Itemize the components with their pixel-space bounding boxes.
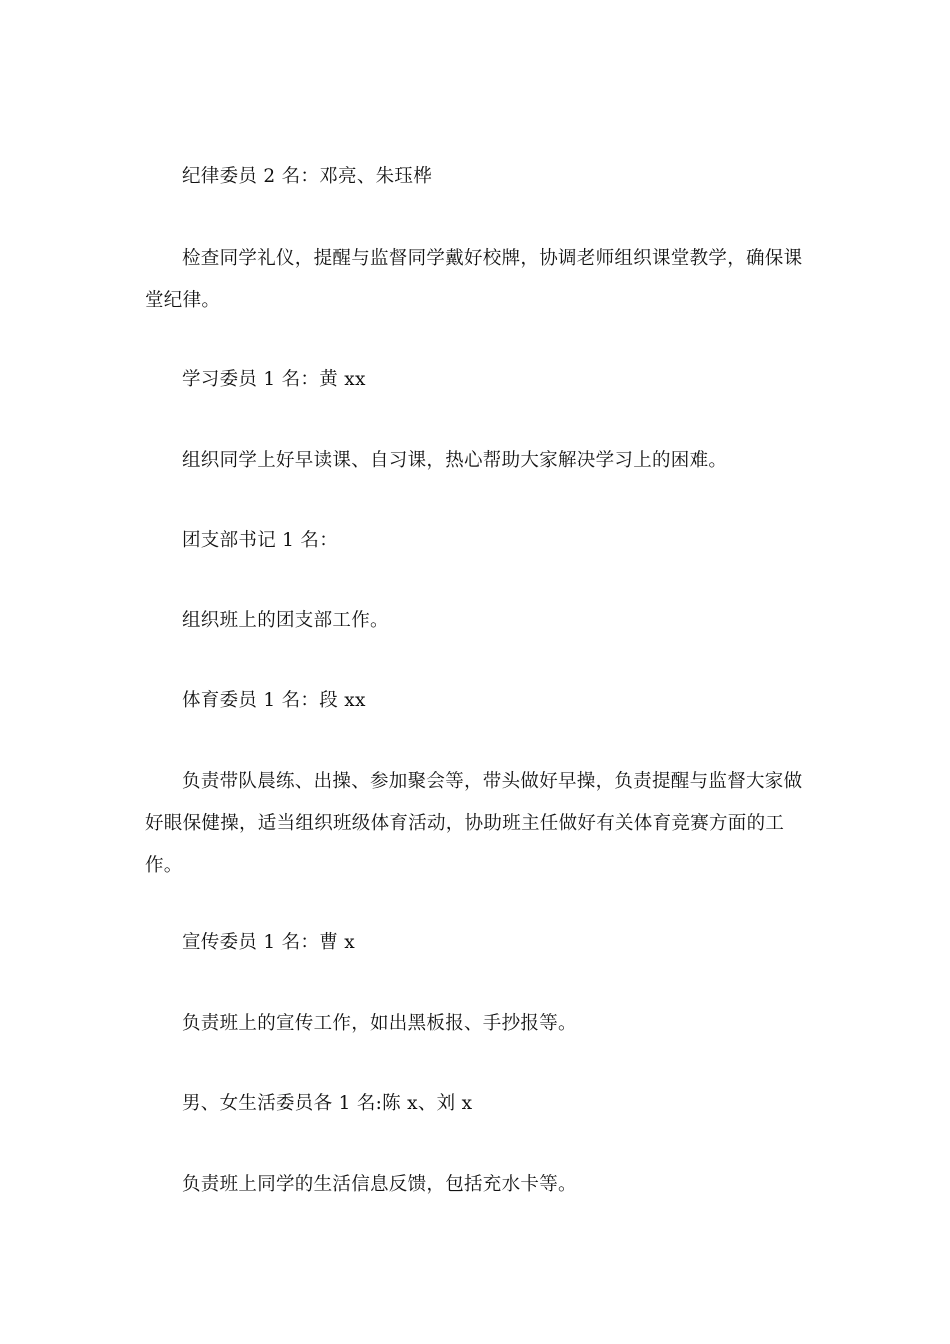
- paragraph-league-duties: 组织班上的团支部工作。: [182, 610, 389, 631]
- paragraph-publicity-committee: 宣传委员 1 名：曹 x: [182, 932, 355, 953]
- paragraph-league-secretary: 团支部书记 1 名：: [182, 530, 339, 551]
- paragraph-sports-committee: 体育委员 1 名：段 xx: [182, 690, 366, 711]
- paragraph-study-duties: 组织同学上好早读课、自习课，热心帮助大家解决学习上的困难。: [182, 450, 728, 471]
- paragraph-discipline-committee: 纪律委员 2 名：邓亮、朱珏桦: [182, 166, 433, 187]
- paragraph-life-committee: 男、女生活委员各 1 名:陈 x、刘 x: [182, 1093, 473, 1114]
- paragraph-sports-duties: 负责带队晨练、出操、参加聚会等，带头做好早操，负责提醒与监督大家做好眼保健操，适当组织班级体育活动，协助班主任做好有关体育竞赛方面的工作。: [145, 771, 803, 876]
- paragraph-study-committee: 学习委员 1 名：黄 xx: [182, 369, 366, 390]
- paragraph-life-duties: 负责班上同学的生活信息反馈，包括充水卡等。: [182, 1174, 577, 1195]
- paragraph-discipline-duties: 检查同学礼仪，提醒与监督同学戴好校牌，协调老师组织课堂教学，确保课堂纪律。: [145, 248, 803, 311]
- paragraph-publicity-duties: 负责班上的宣传工作，如出黑板报、手抄报等。: [182, 1013, 577, 1034]
